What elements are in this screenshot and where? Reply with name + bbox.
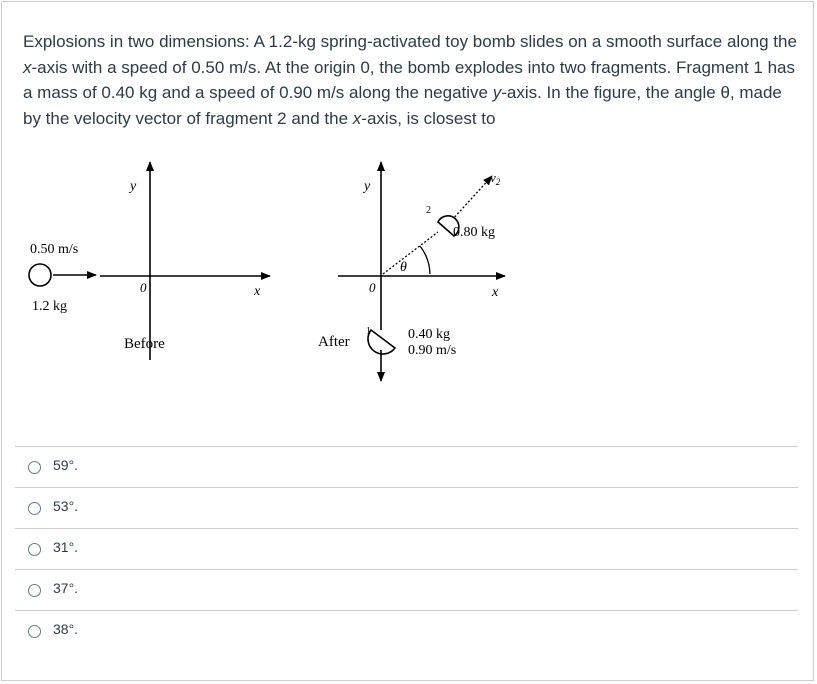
before-panel	[29, 162, 270, 360]
fragment1-mass-label: 0.40 kg	[408, 327, 450, 342]
bomb-mass-label: 1.2 kg	[32, 299, 67, 314]
explosion-diagram	[20, 150, 540, 390]
v2-label: $v_2$	[490, 170, 501, 187]
before-caption: Before	[124, 336, 165, 352]
after-panel	[318, 162, 505, 381]
answer-option[interactable]	[15, 446, 798, 487]
before-origin-label: 0	[140, 280, 147, 295]
answer-option[interactable]	[15, 610, 798, 651]
answer-label: 53°.	[53, 498, 79, 514]
bomb-speed-label: 0.50 m/s	[30, 242, 79, 257]
radio-button[interactable]	[28, 461, 41, 474]
answer-list	[15, 446, 798, 651]
before-y-label: y	[130, 179, 137, 194]
theta-arc	[420, 246, 430, 274]
radio-button[interactable]	[28, 502, 41, 515]
after-x-label: x	[492, 285, 499, 300]
fragment2-velocity-arrow	[452, 176, 492, 220]
fragment1-speed-label: 0.90 m/s	[408, 343, 457, 358]
after-caption: After	[318, 334, 350, 350]
bomb-circle	[29, 264, 51, 286]
theta-label: θ	[400, 260, 407, 275]
answer-option[interactable]	[15, 528, 798, 569]
fragment2-mass-label: 0.80 kg	[453, 225, 495, 240]
before-x-label: x	[254, 284, 261, 299]
fragment2-number: 2	[426, 205, 431, 216]
fragment1-number: 1	[366, 326, 371, 337]
after-y-label: y	[364, 179, 371, 194]
answer-option[interactable]	[15, 487, 798, 528]
answer-label: 31°.	[53, 539, 79, 555]
after-origin-label: 0	[369, 280, 376, 295]
radio-button[interactable]	[28, 625, 41, 638]
answer-label: 59°.	[53, 457, 79, 473]
radio-button[interactable]	[28, 543, 41, 556]
answer-label: 38°.	[53, 621, 79, 637]
explosion-figure	[20, 150, 540, 390]
radio-button[interactable]	[28, 584, 41, 597]
question-text: Explosions in two dimensions: A 1.2-kg spring-activated toy bomb slides on a smooth surface along the x-axis with a speed of 0.50 m/s. At the origin 0, the bomb explodes into two fragments. Fragment 1 has a mass of 0.40 kg and a speed of 0.90 m/s along the negative y-axis. In the figure, the angle θ, made by the velocity vector of fragment 2 and the x-axis, is closest to	[23, 32, 797, 128]
answer-option[interactable]	[15, 569, 798, 610]
answer-label: 37°.	[53, 580, 79, 596]
